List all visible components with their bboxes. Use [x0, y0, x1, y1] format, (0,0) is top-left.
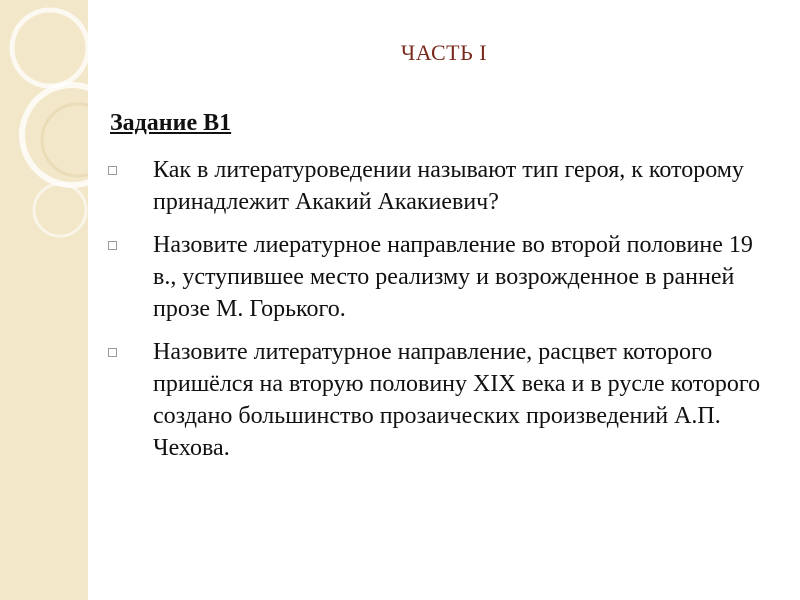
- decorative-rings-icon: [0, 0, 88, 600]
- question-text: Как в литературоведении называют тип героя, к которому принадлежит Акакий Акакиевич?: [153, 157, 744, 215]
- question-item: [108, 154, 780, 218]
- question-item: [108, 229, 780, 325]
- question-text: Назовите лиературное направление во второй половине 19 в., уступившее место реализму и возрожденное в ранней прозе М. Горького.: [153, 232, 753, 322]
- question-item: [108, 336, 780, 464]
- question-text: Назовите литературное направление, расцвет которого пришёлся на вторую половину XIX века и в русле которого создано большинство прозаических произведений А.П. Чехова.: [153, 339, 761, 461]
- slide-title: ЧАСТЬ I: [400, 40, 488, 65]
- square-bullet-icon: [108, 166, 117, 175]
- square-bullet-icon: [108, 241, 117, 250]
- question-list: [108, 154, 780, 475]
- task-heading: Задание В1: [110, 110, 232, 136]
- square-bullet-icon: [108, 348, 117, 357]
- decorative-side-strip: [0, 0, 88, 600]
